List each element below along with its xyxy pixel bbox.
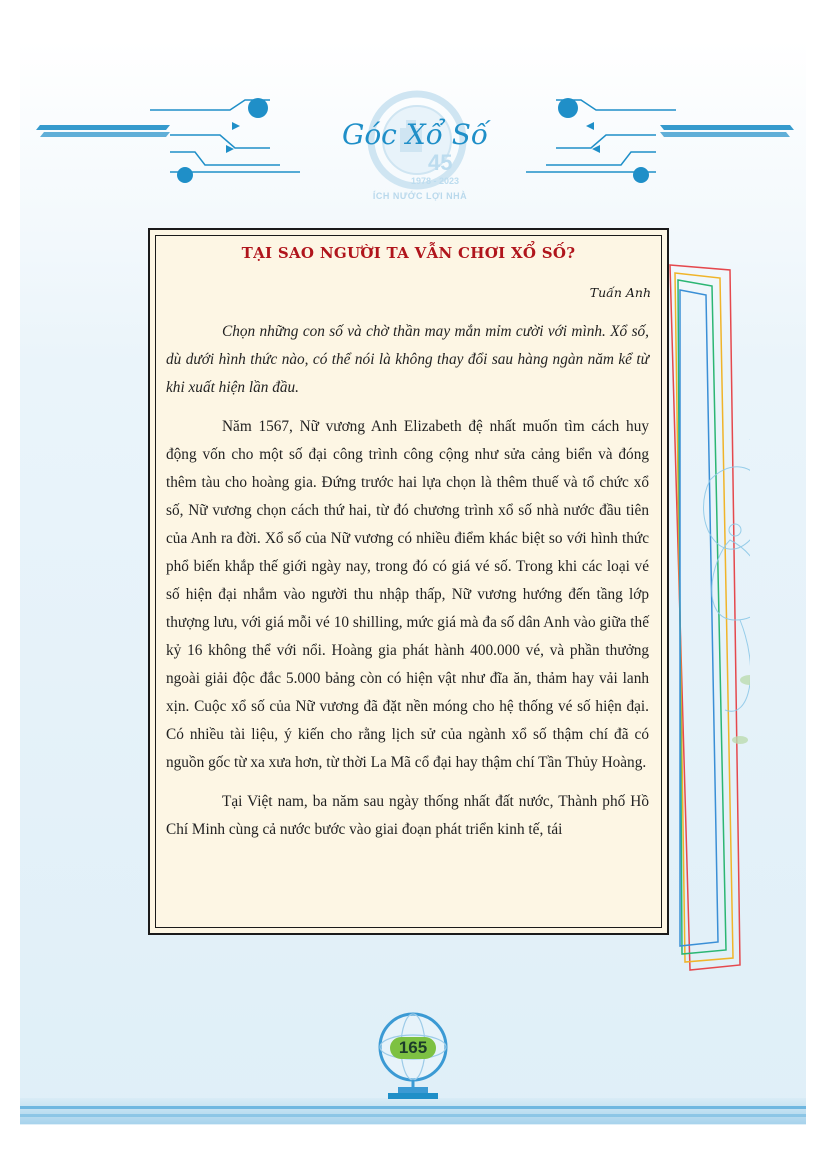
article-box: [148, 228, 669, 935]
article-paragraph: Năm 1567, Nữ vương Anh Elizabeth đệ nhất muốn tìm cách huy động vốn cho một số đại công trình công cộng như sửa cảng biển và đóng thêm tàu cho hoàng gia. Đứng trước hai lựa chọn là thêm thuế và tổ chức xổ số, Nữ vương chọn cách thứ hai, từ đó chương trình xổ số nhà nước đầu tiên của Anh ra đời. Xổ số của Nữ vương có nhiều điểm khác biệt so với hình thức phổ biến khắp thế giới ngày nay, trong đó có giá vé số. Trong khi các loại vé số hiện đại nhắm vào người thu nhập thấp, Nữ vương hướng đến tầng lớp thượng lưu, với giá mỗi vé 10 shilling, mức giá mà đa số dân Anh vào giữa thế kỷ 16 không thể với nổi. Hoàng gia phát hành 400.000 vé, và phần thưởng ngoài giải độc đắc 5.000 bảng còn có hiện vật như đĩa ăn, thảm hay vải lanh xịn. Cuộc xổ số của Nữ vương đã đặt nền móng cho hệ thống vé số hiện đại. Có nhiều tài liệu, ý kiến cho rằng lịch sử của ngành xổ số thậm chí đã có nguồn gốc từ xa xưa hơn, từ thời La Mã cổ đại hay thậm chí Tần Thủy Hoàng.: [166, 418, 649, 771]
article-author: Tuấn Anh: [589, 285, 651, 300]
article-paragraph: Tại Việt nam, ba năm sau ngày thống nhất đất nước, Thành phố Hồ Chí Minh cùng cả nước bước vào giai đoạn phát triển kinh tế, tái: [166, 793, 649, 838]
article-lead-paragraph: Chọn những con số và chờ thần may mắn mỉm cười với mình. Xổ số, dù dưới hình thức nào, có thể nói là không thay đổi sau hàng ngàn năm kể từ khi xuất hiện lần đầu.: [166, 323, 649, 396]
page-number: 165: [398, 1038, 428, 1057]
footer-stripe: [20, 1106, 806, 1109]
emblem-caption: ÍCH NƯỚC LỢI NHÀ: [372, 191, 468, 201]
emblem-number: 45: [428, 150, 453, 175]
article-title: TẠI SAO NGƯỜI TA VẪN CHƠI XỔ SỐ?: [241, 244, 576, 262]
emblem-years: 1978 - 2023: [410, 176, 460, 186]
article-body: [166, 318, 649, 855]
footer-stripe: [20, 1114, 806, 1117]
section-title: Góc Xổ Số: [341, 118, 489, 151]
